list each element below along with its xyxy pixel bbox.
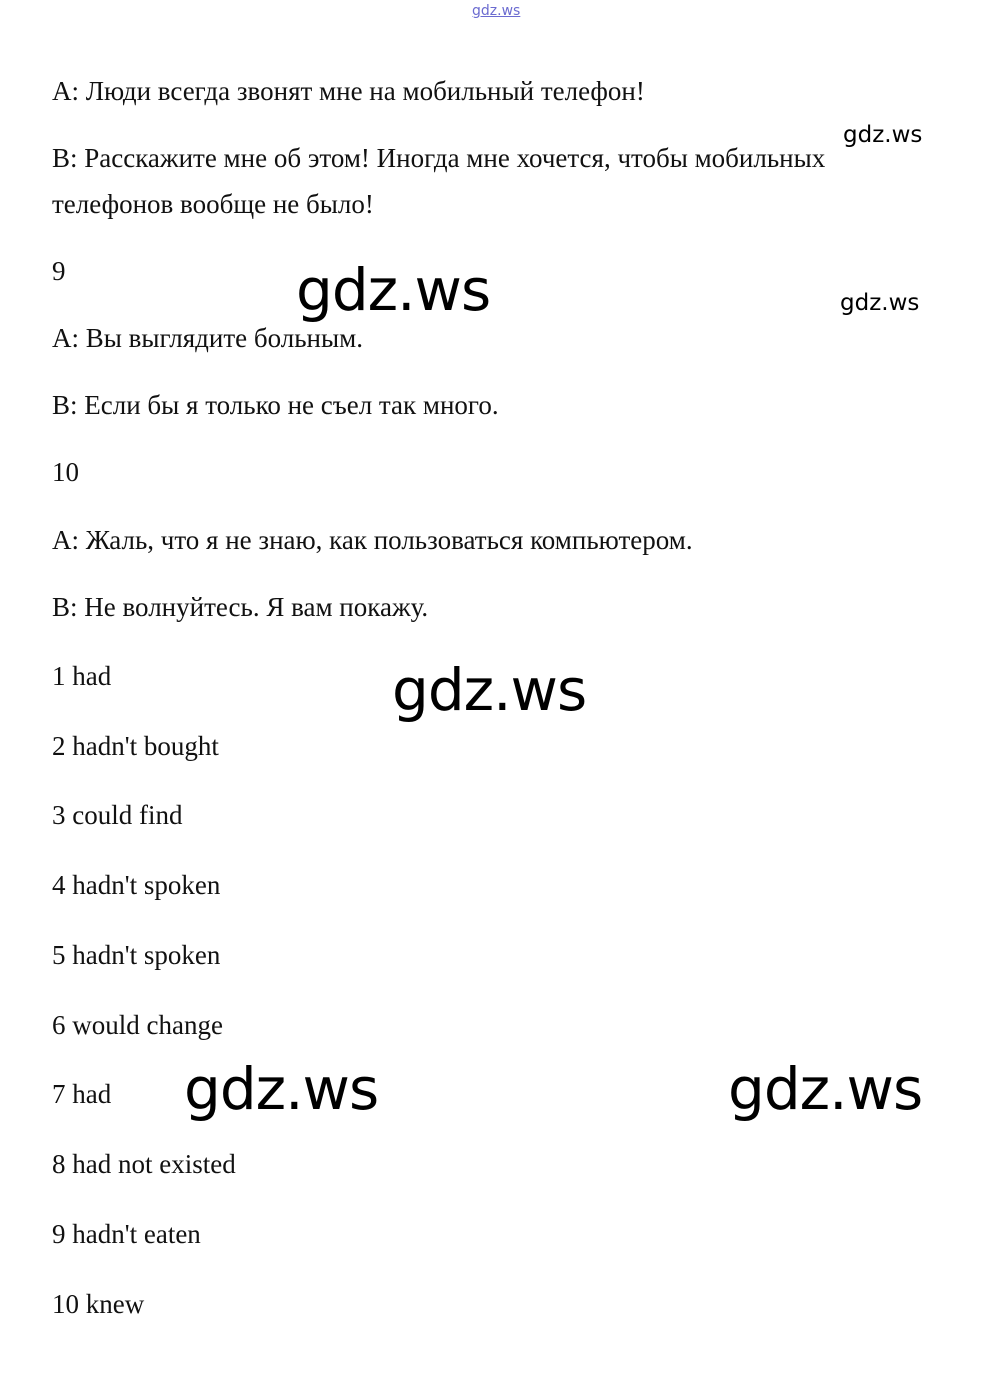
answer-item: 5 hadn't spoken xyxy=(52,940,221,970)
watermark-top-link[interactable]: gdz.ws xyxy=(472,3,521,19)
answer-item: 2 hadn't bought xyxy=(52,731,219,761)
answer-item: 4 hadn't spoken xyxy=(52,870,221,900)
watermark-large: gdz.ws xyxy=(184,1055,379,1123)
watermark-large: gdz.ws xyxy=(296,256,491,324)
dialog-8-line-b: В: Расскажите мне об этом! Иногда мне хочется, чтобы мобильных телефонов вообще не было! xyxy=(52,143,826,219)
answer-item: 1 had xyxy=(52,661,112,691)
dialog-10-line-b: В: Не волнуйтесь. Я вам покажу. xyxy=(52,592,429,622)
dialog-10-number: 10 xyxy=(52,457,79,487)
answer-item: 6 would change xyxy=(52,1010,223,1040)
answer-item: 7 had xyxy=(52,1079,112,1109)
answer-item: 8 had not existed xyxy=(52,1149,236,1179)
answer-item: 9 hadn't eaten xyxy=(52,1219,201,1249)
dialog-10-line-a: А: Жаль, что я не знаю, как пользоваться компьютером. xyxy=(52,525,693,555)
watermark-small: gdz.ws xyxy=(840,290,920,316)
dialog-9-line-a: А: Вы выглядите больным. xyxy=(52,323,363,353)
dialog-9-line-b: В: Если бы я только не съел так много. xyxy=(52,390,499,420)
answer-item: 10 knew xyxy=(52,1289,145,1319)
watermark-large: gdz.ws xyxy=(392,656,587,724)
watermark-small: gdz.ws xyxy=(843,122,923,148)
dialog-9-number: 9 xyxy=(52,256,66,286)
dialog-8-line-a: А: Люди всегда звонят мне на мобильный телефон! xyxy=(52,76,645,106)
answer-item: 3 could find xyxy=(52,800,183,830)
watermark-large: gdz.ws xyxy=(728,1055,923,1123)
